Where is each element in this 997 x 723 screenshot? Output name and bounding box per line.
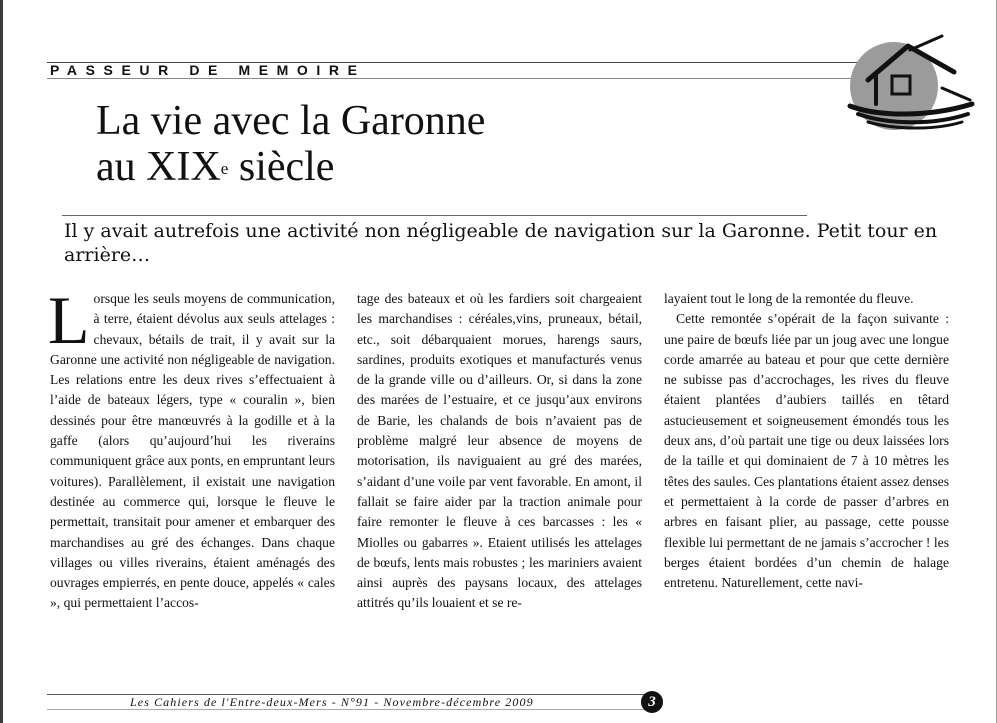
- text-column-1: [48, 282, 336, 614]
- section-label: PASSEUR DE MEMOIRE: [50, 62, 366, 78]
- column-1-text: orsque les seuls moyens de communication, à terre, étaient dévolus aux seuls attelages : chevaux, bétails de trait, il y avait sur la Garonne une activité non négligeable de navigation. Les relations entre les deux rives s’effectuaient à l’aide de bateaux légers, type « couralin », bien dessinés pour être manœuvrés à la godille et à la gaffe (alors qu’aujourd’hui les riverains communiquent grâce aux ponts, en empruntant leurs voitures). Parallèlement, il existait une navigation destinée au commerce qui, lorsque le fleuve le permettait, transitait pour amener et embarquer des marchandises au gré des échanges. Dans chaque villages ou villes riverains, étaient aménagés des ouvrages empierrés, en pente douce, appelés « cales », qui permettaient l’accos-: [50, 291, 336, 611]
- text-column-3: [664, 289, 949, 593]
- page-left-border: [0, 0, 3, 723]
- title-line-2-end: siècle: [228, 144, 335, 190]
- column-3-paragraph-2: Cette remontée s’opérait de la façon suivante : une paire de bœufs liée par un joug avec une longue corde amarrée au bateau et pour que cette dernière ne subisse pas d’accrochages, les rives du fleuve étaient plantées d’aubiers taillés en têtard astucieusement et soigneusement émondés tous les deux ans, d’où partait une tige ou deux laissées lors de la taille et qui dominaient de 7 à 10 mètres les têtes des saules. Ces plantations étaient assez denses et permettaient à la corde de passer d’arbres en arbres en faisant plier, au passage, cette pousse flexible lui permettant de ne jamais s’accrocher ! les berges étaient bordées d’un chemin de halage entretenu. Naturellement, cette navi-: [664, 311, 949, 591]
- title-line-1: La vie avec la Garonne: [96, 98, 486, 144]
- column-2-text: tage des bateaux et où les fardiers soit chargeaient les marchandises : céréales,vins, pruneaux, bétail, etc., soit débarquaient morues, harengs saurs, sardines, produits exotiques et manufacturés venus de la grande ville ou d’ailleurs. Or, si dans la zone des marées de l’estuaire, et ce jusqu’aux environs de Barie, les chalands de bois n’avaient pas de problème malgré leur absence de moyens de motorisation, ils naviguaient au gré des marées, s’aidant d’une voile par vent favorable. En amont, il fallait se faire aider par la traction animale pour faire remonter le fleuve à ces barcasses : les « Miolles ou gabarres ». Etaient utilisés les attelages de bœufs, lents mais robustes ; les mariniers avaient ainsi auprès des paysans locaux, des attelages attitrés qu’ils louaient et se re-: [357, 291, 642, 611]
- article-title: [96, 98, 485, 190]
- drop-cap: L: [48, 282, 90, 358]
- page-number-badge: 3: [641, 691, 663, 713]
- footer-publication: Les Cahiers de l'Entre-deux-Mers - N°91 - Novembre-décembre 2009: [130, 695, 534, 709]
- house-boat-logo-icon: [846, 28, 976, 138]
- title-superscript: e: [220, 159, 229, 178]
- title-line-2-main: au XIX: [96, 144, 221, 190]
- footer-bottom-rule: [47, 709, 652, 710]
- subtitle-rule: [62, 215, 807, 216]
- column-3-paragraph-1: layaient tout le long de la remontée du fleuve.: [664, 291, 914, 306]
- article-subtitle: Il y avait autrefois une activité non négligeable de navigation sur la Garonne. Petit tour en arrière…: [64, 220, 938, 266]
- text-column-2: [357, 289, 642, 614]
